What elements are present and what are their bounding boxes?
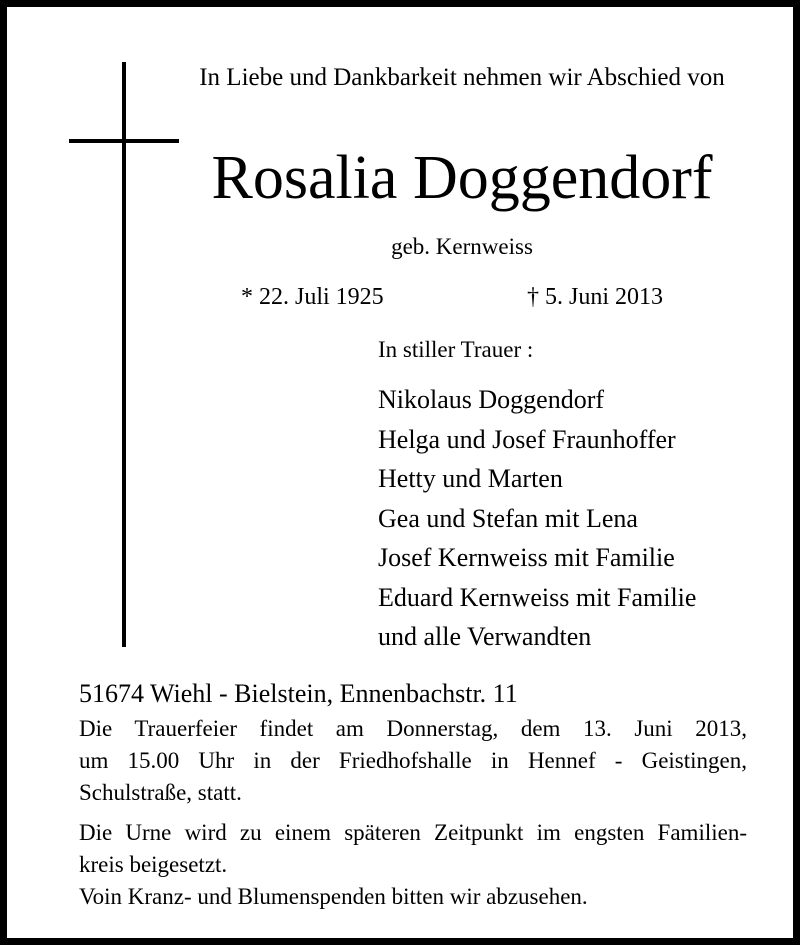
mourner-name: Gea und Stefan mit Lena [378,503,638,533]
mourner-name: und alle Verwandten [378,622,592,651]
funeral-info-line: Schulstraße, statt. [79,780,242,805]
family-address: 51674 Wiehl - Bielstein, Ennenbachstr. 11 [79,679,518,708]
mourner-name: Josef Kernweiss mit Familie [378,543,675,572]
mourners-list [378,380,696,657]
mourner-name: Hetty und Marten [378,464,563,493]
mourner-name: Nikolaus Doggendorf [378,385,605,414]
funeral-info-line: Die Trauerfeier findet am Donnerstag, dem 13. Juni 2013, [79,716,747,741]
birth-date: * 22. Juli 1925 [241,284,384,310]
urn-info [79,817,747,881]
urn-info-line: kreis beigesetzt. [79,852,228,877]
maiden-name: geb. Kernweiss [391,234,533,259]
urn-info-line: Die Urne wird zu einem späteren Zeitpunkt im engsten Familien- [79,820,747,845]
deceased-name: Rosalia Doggendorf [211,144,713,212]
death-date: † 5. Juni 2013 [527,284,664,310]
funeral-info [79,713,747,809]
intro-text: In Liebe und Dankbarkeit nehmen wir Abschied von [199,64,725,91]
cross-horizontal-bar [69,139,179,143]
mourning-label: In stiller Trauer : [378,337,534,362]
mourner-name: Eduard Kernweiss mit Familie [378,582,697,612]
flowers-note: Voin Kranz- und Blumenspenden bitten wir abzusehen. [79,884,588,909]
funeral-info-line: um 15.00 Uhr in der Friedhofshalle in Hennef - Geistingen, [79,748,747,773]
mourner-name: Helga und Josef Fraunhoffer [378,424,676,454]
